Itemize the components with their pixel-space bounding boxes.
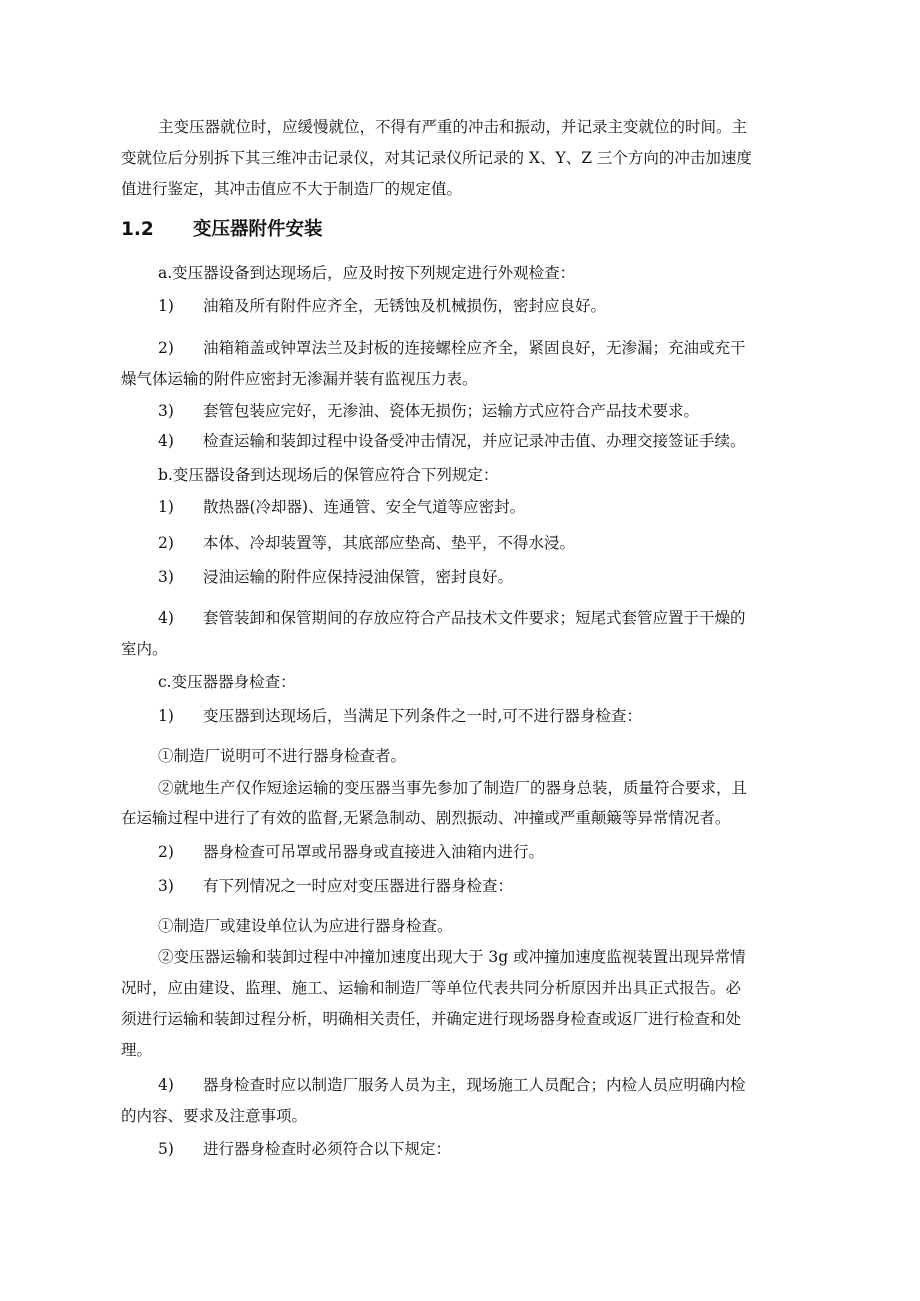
- b-item-1-text: 散热器(冷却器)、连通管、安全气道等应密封。: [203, 498, 526, 516]
- c-item-3-sub-2-cont-3: 理。: [121, 1041, 153, 1059]
- a-item-4-text: 检查运输和装卸过程中设备受冲击情况，并应记录冲击值、办理交接签证手续。: [203, 432, 746, 450]
- c-intro: c.变压器器身检查：: [158, 673, 296, 691]
- intro-line-3: 值进行鉴定，其冲击值应不大于制造厂的规定值。: [121, 180, 463, 198]
- c-item-3-sub-2: ②变压器运输和装卸过程中冲撞加速度出现大于 3g 或冲撞加速度监视装置出现异常情: [158, 948, 746, 966]
- c-item-4-number: 4): [158, 1076, 174, 1094]
- b-item-2-text: 本体、冷却装置等，其底部应垫高、垫平，不得水浸。: [203, 534, 576, 552]
- a-item-1-number: 1): [158, 297, 174, 315]
- b-item-4-text: 套管装卸和保管期间的存放应符合产品技术文件要求；短尾式套管应置于干燥的: [203, 609, 746, 627]
- c-item-5-number: 5): [158, 1140, 174, 1158]
- section-number: 1.2: [121, 219, 154, 240]
- a-item-3-text: 套管包装应完好，无渗油、瓷体无损伤；运输方式应符合产品技术要求。: [203, 402, 700, 420]
- c-item-2-number: 2): [158, 843, 174, 861]
- b-item-4-text-cont: 室内。: [121, 640, 168, 658]
- b-item-3-text: 浸油运输的附件应保持浸油保管，密封良好。: [203, 568, 514, 586]
- b-item-4-number: 4): [158, 609, 174, 627]
- c-item-4-text: 器身检查时应以制造厂服务人员为主，现场施工人员配合；内检人员应明确内检: [203, 1076, 746, 1094]
- c-item-3-sub-1: ①制造厂或建设单位认为应进行器身检查。: [158, 917, 453, 935]
- a-item-2-number: 2): [158, 339, 174, 357]
- a-item-1-text: 油箱及所有附件应齐全，无锈蚀及机械损伤，密封应良好。: [203, 297, 607, 315]
- a-item-2-text-cont: 燥气体运输的附件应密封无渗漏并装有监视压力表。: [121, 370, 478, 388]
- c-item-1-text: 变压器到达现场后，当满足下列条件之一时,可不进行器身检查：: [203, 707, 642, 725]
- c-item-1-number: 1): [158, 707, 174, 725]
- c-item-1-sub-2-cont: 在运输过程中进行了有效的监督,无紧急制动、剧烈振动、冲撞或严重颠簸等异常情况者。: [121, 809, 731, 827]
- a-intro: a.变压器设备到达现场后，应及时按下列规定进行外观检查：: [158, 264, 576, 282]
- b-item-1-number: 1): [158, 498, 174, 516]
- b-item-3-number: 3): [158, 568, 174, 586]
- c-item-3-sub-2-cont-2: 须进行运输和装卸过程分析，明确相关责任，并确定进行现场器身检查或返厂进行检查和处: [121, 1010, 742, 1028]
- section-heading: [121, 218, 323, 242]
- c-item-1-sub-1: ①制造厂说明可不进行器身检查者。: [158, 747, 407, 765]
- a-item-3-number: 3): [158, 402, 174, 420]
- c-item-2-text: 器身检查可吊罩或吊器身或直接进入油箱内进行。: [203, 843, 545, 861]
- c-item-5-text: 进行器身检查时必须符合以下规定：: [203, 1140, 452, 1158]
- c-item-1-sub-2: ②就地生产仅作短途运输的变压器当事先参加了制造厂的器身总装，质量符合要求，且: [158, 779, 748, 797]
- a-item-2-text: 油箱箱盖或钟罩法兰及封板的连接螺栓应齐全，紧固良好，无渗漏；充油或充干: [203, 339, 746, 357]
- b-intro: b.变压器设备到达现场后的保管应符合下列规定：: [158, 466, 499, 484]
- b-item-2-number: 2): [158, 534, 174, 552]
- c-item-3-text: 有下列情况之一时应对变压器进行器身检查：: [203, 877, 514, 895]
- c-item-3-number: 3): [158, 877, 174, 895]
- c-item-4-text-cont: 的内容、要求及注意事项。: [121, 1107, 308, 1125]
- intro-line-2: 变就位后分别拆下其三维冲击记录仪，对其记录仪所记录的 X、Y、Z 三个方向的冲击加速度: [121, 149, 752, 167]
- c-item-3-sub-2-cont-1: 况时，应由建设、监理、施工、运输和制造厂等单位代表共同分析原因并出具正式报告。必: [121, 979, 742, 997]
- intro-line-1: 主变压器就位时，应缓慢就位，不得有严重的冲击和振动，并记录主变就位的时间。主: [158, 118, 748, 136]
- a-item-4-number: 4): [158, 432, 174, 450]
- section-title: 变压器附件安装: [193, 219, 323, 240]
